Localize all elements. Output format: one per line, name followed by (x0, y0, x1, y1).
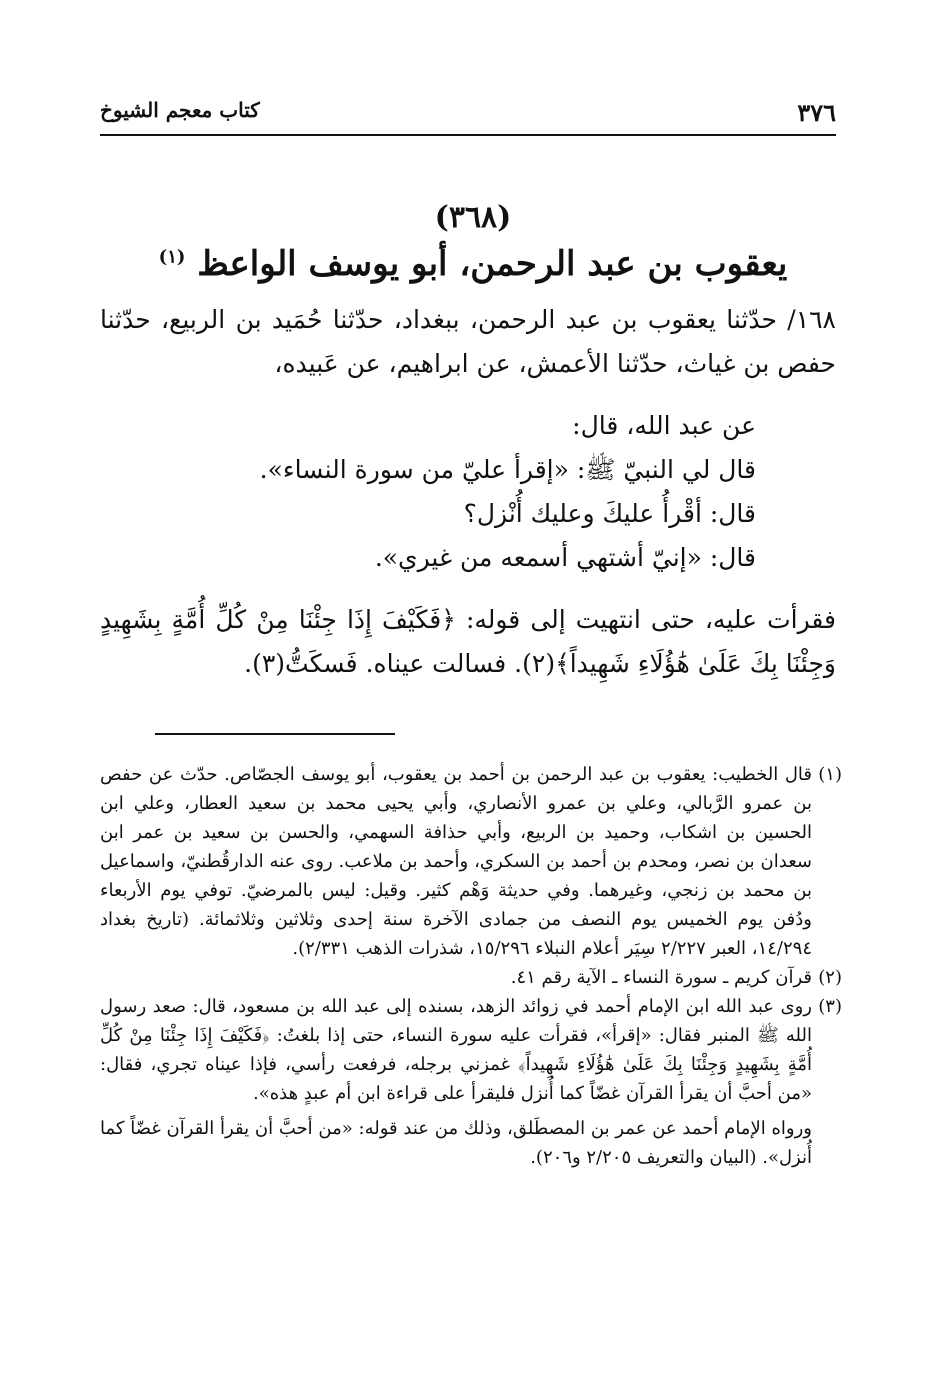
entry-title-footnote-ref: (١) (158, 246, 186, 268)
footnote-3 (100, 992, 842, 1108)
page-header (100, 92, 836, 136)
entry-title-text: يعقوب بن عبد الرحمن، أبو يوسف الواعظ (197, 244, 788, 284)
footnotes (100, 760, 842, 1172)
entry-number: (٣٦٨) (434, 200, 512, 235)
narration-line: عن عبد الله، قال: (572, 411, 756, 440)
footnote-3-continuation: ورواه الإمام أحمد عن عمر بن المصطَلق، وذلك من عند قوله: «من أحبَّ أن يقرأ القرآن غضّاً كما أُنزل». (البيان والتعريف ٢/٢٠٥ و٢٠٦). (100, 1118, 812, 1168)
footnote-text: قرآن كريم ـ سورة النساء ـ الآية رقم ٤١. (510, 967, 812, 988)
page-number: ٣٧٦ (797, 98, 836, 127)
entry-title (0, 244, 946, 284)
hadith-body (100, 298, 836, 686)
footnote-number: (٣) (818, 996, 842, 1017)
footnote-text: روى عبد الله ابن الإمام أحمد في زوائد الزهد، بسنده إلى عبد الله بن مسعود، قال: صعد رسول الله ﷺ المنبر فقال: «إقرأ»، فقرأت عليه سورة النساء، حتى إذا بلغتُ: ﴿فَكَيْفَ إِذَا جِئْنَا مِنْ كُلِّ أُمَّةٍ بِشَهِيدٍ وَجِئْنَا بِكَ عَلَىٰ هَٰؤُلَاءِ شَهِيداً﴾ غمزني برجله، فرفعت رأسي، فإذا عيناه تجري، فقال: «من أحبَّ أن يقرأ القرآن غضّاً كما أُنزل فليقرأ على قراءة ابن أم عبدٍ هذه». (100, 996, 812, 1104)
footnote-number: (٢) (818, 967, 842, 988)
running-title: كتاب معجم الشيوخ (100, 98, 260, 122)
narration-line: قال: «إنيّ أشتهي أسمعه من غيري». (374, 543, 756, 572)
footnote-1 (100, 760, 842, 963)
isnad-paragraph: ١٦٨/ حدّثنا يعقوب بن عبد الرحمن، ببغداد، حدّثنا حُمَيد بن الربيع، حدّثنا حفص بن غياث، حدّثنا الأعمش، عن ابراهيم، عن عَبيده، (100, 305, 836, 378)
footnote-separator (155, 733, 395, 735)
footnote-text: قال الخطيب: يعقوب بن عبد الرحمن بن أحمد بن يعقوب، أبو يوسف الجصّاص. حدّث عن حفص بن عمرو الرَّبالي، وعلي بن عمرو الأنصاري، وأبي يحيى محمد بن سعيد العطار، وعلي ابن الحسين بن اشكاب، وحميد بن الربيع، وأبي حذافة السهمي، والحسن بن سعيد بن عمر ابن سعدان بن نصر، ومحدم بن أحمد بن السكري، وأحمد بن ملاعب. روى عنه الدارقُطنيّ، واسماعيل بن محمد بن زنجي، وغيرهما. وفي حديثة وَهْم كثير. وقيل: ليس بالمرضيّ. توفي يوم الأربعاء ودُفن يوم الخميس يوم النصف من جمادى الآخرة سنة إحدى وثلاثين وثلاثمائة. (تاريخ بغداد ١٤/٢٩٤، العبر ٢/٢٢٧ سِيَر أعلام النبلاء ١٥/٢٩٦، شذرات الذهب ٢/٣٣١). (100, 764, 812, 959)
header-rule (100, 134, 836, 136)
closing-paragraph: فقرأت عليه، حتى انتهيت إلى قوله: ﴿فَكَيْفَ إِذَا جِئْنَا مِنْ كُلِّ أُمَّةٍ بِشَهِيدٍ وَجِئْنَا بِكَ عَلَىٰ هَٰؤُلَاءِ شَهِيداً﴾(٢). فسالت عيناه. فَسكَتُّ(٣). (100, 605, 836, 678)
narration-line: قال: أقْرأُ عليكَ وعليك أُنْزل؟ (463, 499, 756, 528)
footnote-2 (100, 963, 842, 992)
footnote-number: (١) (818, 764, 842, 785)
narration-line: قال لي النبيّ ﷺ: «إقرأ عليّ من سورة النساء». (259, 455, 756, 484)
